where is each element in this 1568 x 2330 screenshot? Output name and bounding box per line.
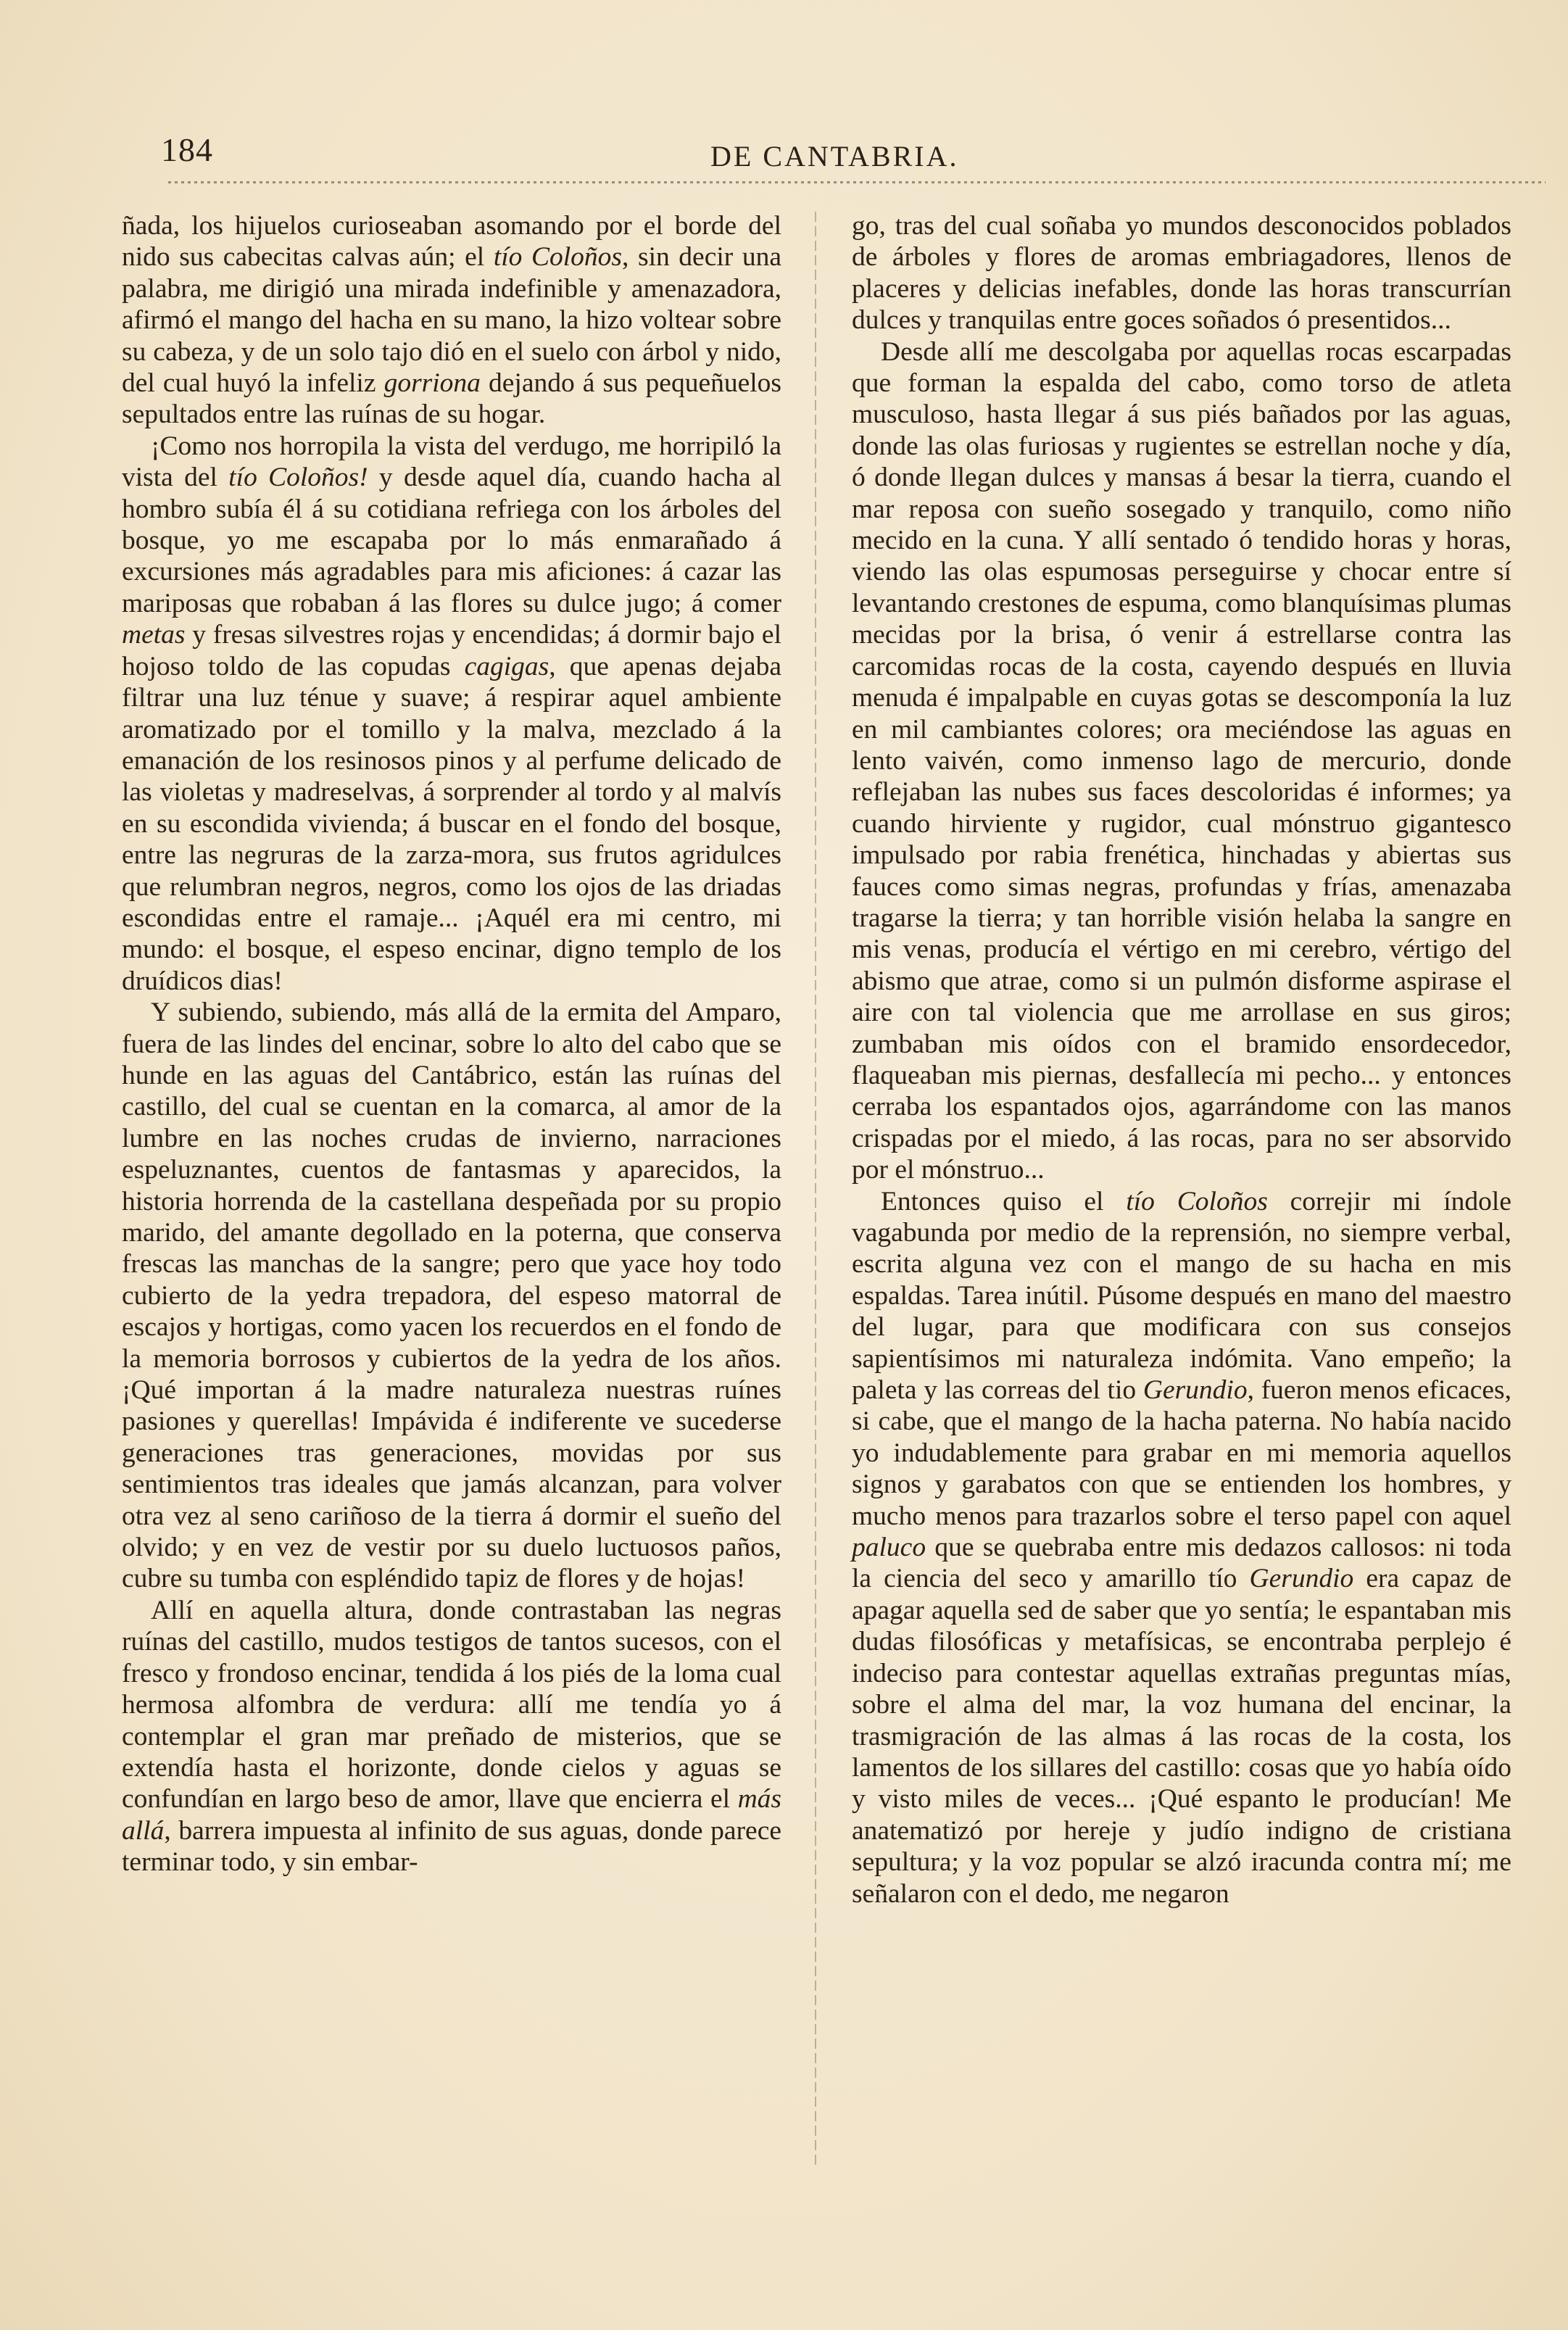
paragraph: go, tras del cual soñaba yo mundos desconocidos poblados de árboles y flores de aromas embriagadores, llenos de placeres y delicias inefables, donde las horas transcurrían dulces y tranquilas entre goces soñados ó presentidos... bbox=[852, 211, 1511, 336]
paragraph: Desde allí me descolgaba por aquellas rocas escarpadas que forman la espalda del cabo, como torso de atleta musculoso, hasta llegar á sus piés bañados por las aguas, donde las olas furiosas y rugientes se estrellan noche y día, ó donde llegan dulces y mansas á besar la tierra, cuando el mar reposa con sueño sosegado y tranquilo, como niño mecido en la cuna. Y allí sentado ó tendido horas y horas, viendo las olas espumosas perseguirse y chocar entre sí levantando crestones de espuma, como blanquísimas plumas mecidas por la brisa, ó venir á estrellarse contra las carcomidas rocas de la costa, cayendo después en lluvia menuda é impalpable en cuyas gotas se descomponía la luz en mil cambiantes colores; ora meciéndose las aguas en lento vaivén, como inmenso lago de mercurio, donde reflejaban las nubes sus faces descoloridas é informes; ya cuando hirviente y rugidor, cual mónstruo gigantesco impulsado por rabia frenética, hinchadas y abiertas sus fauces como simas negras, profundas y frías, amenazaba tragarse la tierra; y tan horrible visión helaba la sangre en mis venas, producía el vértigo en mi cerebro, vértigo del abismo que atrae, como si un pulmón disforme aspirase el aire con tal violencia que me arrollase en sus giros; zumbaban mis oídos con el bramido ensordecedor, flaqueaban mis piernas, desfallecía mi pecho... y entonces cerraba los espantados ojos, agarrándome con las manos crispadas por el miedo, á las rocas, para no ser absorvido por el mónstruo... bbox=[852, 336, 1511, 1185]
paragraph: ñada, los hijuelos curioseaban asomando por el borde del nido sus cabecitas calvas aún; el tío Coloños, sin decir una palabra, me dirigió una mirada indefinible y amenazadora, afirmó el mango del hacha en su mano, la hizo voltear sobre su cabeza, y de un solo tajo dió en el suelo con árbol y nido, del cual huyó la infeliz gorriona dejando á sus pequeñuelos sepultados entre las ruínas de su hogar. bbox=[122, 211, 782, 430]
paragraph: Entonces quiso el tío Coloños correjir mi índole vagabunda por medio de la reprensión, no siempre verbal, escrita alguna vez con el mango de su hacha en mis espaldas. Tarea inútil. Púsome después en mano del maestro del lugar, para que modificara con sus consejos sapientísimos mi naturaleza indómita. Vano empeño; la paleta y las correas del tio Gerundio, fueron menos eficaces, si cabe, que el mango de la hacha paterna. No había nacido yo indudablemente para grabar en mi memoria aquellos signos y garabatos con que se entienden los hombres, y mucho menos para trazarlos sobre el terso papel con aquel paluco que se quebraba entre mis dedazos callosos: ni toda la ciencia del seco y amarillo tío Gerundio era capaz de apagar aquella sed de saber que yo sentía; le espantaban mis dudas filosóficas y metafísicas, se encontraba perplejo é indeciso para contestar aquellas extrañas preguntas mías, sobre el alma del mar, la voz humana del encinar, la trasmigración de las almas á las rocas de la costa, los lamentos de los sillares del castillo: cosas que yo había oído y visto miles de veces... ¡Qué espanto le producían! Me anatematizó por hereje y judío indigno de cristiana sepultura; y la voz popular se alzó iracunda contra mí; me señalaron con el dedo, me negaron bbox=[852, 1186, 1511, 1909]
left-column bbox=[122, 210, 781, 1878]
right-column bbox=[852, 210, 1511, 1910]
header-ornamental-rule bbox=[168, 178, 1546, 186]
paragraph: ¡Como nos horropila la vista del verdugo, me horripiló la vista del tío Coloños! y desde aquel día, cuando hacha al hombro subía él á su cotidiana refriega con los árboles del bosque, yo me escapaba por lo más enmarañado á excursiones más agradables para mis aficiones: á cazar las mariposas que robaban á las flores su dulce jugo; á comer metas y fresas silvestres rojas y encendidas; á dormir bajo el hojoso toldo de las copudas cagigas, que apenas dejaba filtrar una luz ténue y suave; á respirar aquel ambiente aromatizado por el tomillo y la malva, mezclado á la emanación de los resinosos pinos y al perfume delicado de las violetas y madreselvas, á sorprender al tordo y al malvís en su escondida vivienda; á buscar en el fondo del bosque, entre las negruras de la zarza-mora, sus frutos agridulces que relumbran negros, negros, como los ojos de las driadas escondidas entre el ramaje... ¡Aquél era mi centro, mi mundo: el bosque, el espeso encinar, digno templo de los druídicos dias! bbox=[122, 431, 782, 996]
page-number: 184 bbox=[161, 131, 213, 168]
paragraph: Allí en aquella altura, donde contrastaban las negras ruínas del castillo, mudos testigos de tantos sucesos, con el fresco y frondoso encinar, tendida á los piés de la loma cual hermosa alfombra de verdura: allí me tendía yo á contemplar el gran mar preñado de misterios, que se extendía hasta el horizonte, donde cielos y aguas se confundían en largo beso de amor, llave que encierra el más allá, barrera impuesta al infinito de sus aguas, donde parece terminar todo, y sin embar- bbox=[122, 1595, 781, 1878]
column-divider bbox=[815, 212, 816, 2169]
running-head: DE CANTABRIA. bbox=[710, 140, 959, 173]
paragraph: Y subiendo, subiendo, más allá de la ermita del Amparo, fuera de las lindes del encinar, sobre lo alto del cabo que se hunde en las aguas del Cantábrico, están las ruínas del castillo, del cual se cuentan en la comarca, al amor de la lumbre en las noches crudas de invierno, narraciones espeluznantes, cuentos de fantasmas y aparecidos, la historia horrenda de la castellana despeñada por su propio marido, del amante degollado en la poterna, que conserva frescas las manchas de la sangre; pero que yace hoy todo cubierto de la yedra trepadora, del espeso matorral de escajos y hortigas, como yacen los recuerdos en el fondo de la memoria borrosos y cubiertos de la yedra de los años. ¡Qué importan á la madre naturaleza nuestras ruínes pasiones y querellas! Impávida é indiferente ve sucederse generaciones tras generaciones, movidas por sus sentimientos tras ideales que jamás alcanzan, para volver otra vez al seno cariñoso de la tierra á dormir el sueño del olvido; y en vez de vestir por su duelo luctuosos paños, cubre su tumba con espléndido tapiz de flores y de hojas! bbox=[122, 998, 781, 1594]
